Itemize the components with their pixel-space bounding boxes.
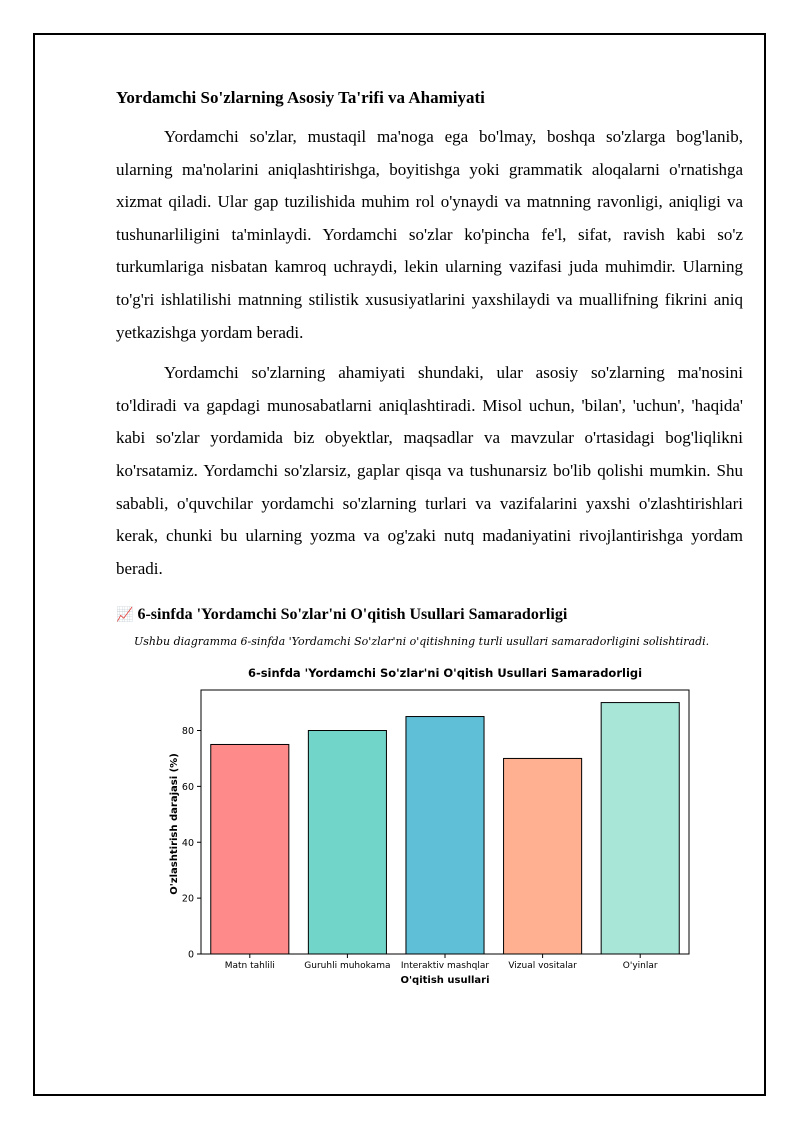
x-tick-label: Vizual vositalar xyxy=(508,961,577,971)
chart-x-axis-label: O'qitish usullari xyxy=(400,975,490,986)
bar xyxy=(211,744,289,954)
chart-title: 6-sinfda 'Yordamchi So'zlar'ni O'qitish Usullari Samaradorligi xyxy=(247,666,643,680)
y-tick-label: 60 xyxy=(181,781,194,793)
bar xyxy=(308,731,386,954)
chart-icon: 📈 xyxy=(116,607,134,623)
y-tick-label: 80 xyxy=(181,726,194,738)
y-tick-label: 0 xyxy=(187,949,194,961)
chart-y-axis-label: O'zlashtirish darajasi (%) xyxy=(169,753,180,895)
figure-caption: Ushbu diagramma 6-sinfda 'Yordamchi So'zlar'ni o'qitishning turli usullari samaradorligini solishtiradi. xyxy=(134,635,710,648)
x-tick-label: O'yinlar xyxy=(622,961,658,971)
x-tick-label: Guruhli muhokama xyxy=(304,961,391,971)
y-tick-label: 20 xyxy=(181,893,194,905)
figure-title-text: 6-sinfda 'Yordamchi So'zlar'ni O'qitish Usullari Samaradorligi xyxy=(137,606,568,623)
document-body xyxy=(116,85,743,593)
paragraph-1: Yordamchi so'zlar, mustaqil ma'noga ega bo'lmay, boshqa so'zlarga bog'lanib, ularning ma'nolarini aniqlashtirishga, boyitishga yoki grammatik aloqalarni o'rnatishga xizmat qiladi. Ular gap tuzilishida muhim rol o'ynaydi va matnning ravonligi, aniqligi va tushunarliligini ta'minlaydi. Yordamchi so'zlar ko'pincha fe'l, sifat, ravish kabi so'z turkumlariga nisbatan kamroq uchraydi, lekin ularning vazifasi juda muhimdir. Ularning to'g'ri ishlatilishi matnning stilistik xususiyatlarini yaxshilaydi va muallifning fikrini aniq yetkazishga yordam beradi. xyxy=(116,127,743,342)
bar xyxy=(406,717,484,954)
paragraph-2: Yordamchi so'zlarning ahamiyati shundaki, ular asosiy so'zlarning ma'nosini to'ldiradi va gapdagi munosabatlarni aniqlashtiradi. Misol uchun, 'bilan', 'uchun', 'haqida' kabi so'zlar yordamida biz obyektlar, maqsadlar va mavzular o'rtasidagi bog'liqlikni ko'rsatamiz. Yordamchi so'zlarsiz, gaplar qisqa va tushunarsiz bo'lib qolishi mumkin. Shu sababli, o'quvchilar yordamchi so'zlarning turlari va vazifalarini yaxshi o'zlashtirishlari kerak, chunki bu ularning yozma va og'zaki nutq madaniyatini rivojlantirishga yordam beradi. xyxy=(116,363,743,578)
bar xyxy=(504,758,582,954)
bar xyxy=(601,703,679,954)
bar-chart xyxy=(160,660,700,995)
x-tick-label: Interaktiv mashqlar xyxy=(400,961,490,971)
y-tick-label: 40 xyxy=(181,837,194,849)
figure-title xyxy=(116,604,567,626)
section-heading: Yordamchi So'zlarning Asosiy Ta'rifi va Ahamiyati xyxy=(116,88,485,107)
x-tick-label: Matn tahlili xyxy=(224,961,275,971)
